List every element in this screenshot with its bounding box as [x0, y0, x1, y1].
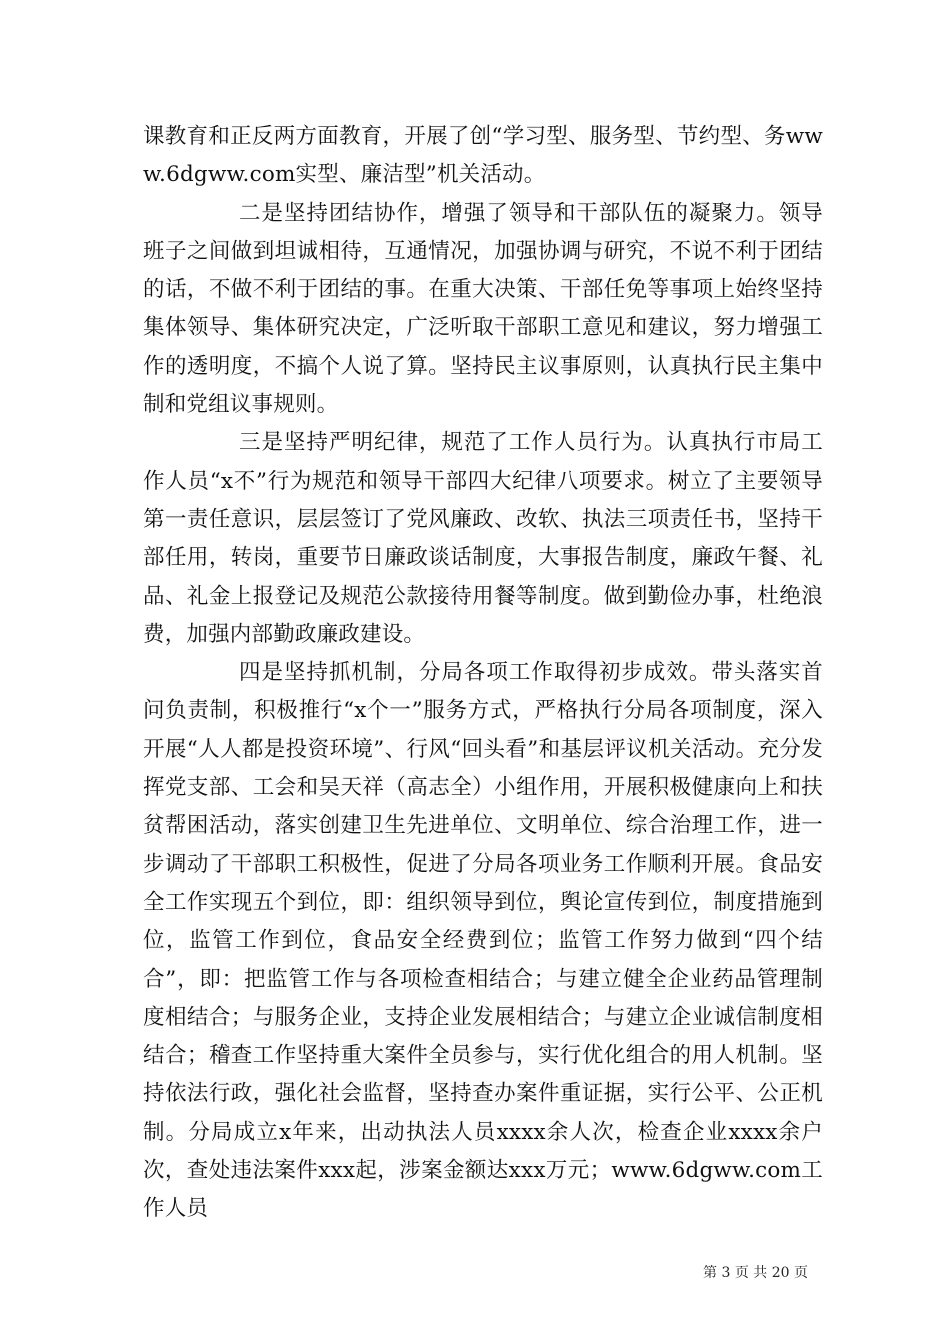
paragraph-point-4: 四是坚持抓机制，分局各项工作取得初步成效。带头落实首问负责制，积极推行“x个一”服务方式，严格执行分局各项制度，深入开展“人人都是投资环境”、行风“回头看”和基层评议机关活动。充分发挥党支部、工会和吴天祥（高志全）小组作用，开展积极健康向上和扶贫帮困活动，落实创建卫生先进单位、文明单位、综合治理工作，进一步调动了干部职工积极性，促进了分局各项业务工作顺利开展。食品安全工作实现五个到位，即：组织领导到位，舆论宣传到位，制度措施到位，监管工作到位，食品安全经费到位；监管工作努力做到“四个结合”，即：把监管工作与各项检查相结合；与建立健全企业药品管理制度相结合；与服务企业，支持企业发展相结合；与建立企业诚信制度相结合；稽查工作坚持重大案件全员参与，实行优化组合的用人机制。坚持依法行政，强化社会监督，坚持查办案件重证据，实行公平、公正机制。分局成立x年来，出动执法人员xxxx余人次，检查企业xxxx余户次，查处违法案件xxx起，涉案金额达xxx万元；www.6dgww.com工作人员 [143, 660, 823, 1222]
page-number-footer: 第 3 页 共 20 页 [703, 1265, 808, 1281]
paragraph-point-2: 二是坚持团结协作，增强了领导和干部队伍的凝聚力。领导班子之间做到坦诚相待，互通情况，加强协调与研究，不说不利于团结的话，不做不利于团结的事。在重大决策、干部任免等事项上始终坚持集体领导、集体研究决定，广泛听取干部职工意见和建议，努力增强工作的透明度，不搞个人说了算。坚持民主议事原则，认真执行民主集中制和党组议事规则。 [143, 200, 823, 418]
paragraph-point-3: 三是坚持严明纪律，规范了工作人员行为。认真执行市局工作人员“x不”行为规范和领导干部四大纪律八项要求。树立了主要领导第一责任意识，层层签订了党风廉政、改软、执法三项责任书，坚持干部任用，转岗，重要节日廉政谈话制度，大事报告制度，廉政午餐、礼品、礼金上报登记及规范公款接待用餐等制度。做到勤俭办事，杜绝浪费，加强内部勤政廉政建设。 [143, 430, 823, 647]
paragraph-continuation: 课教育和正反两方面教育，开展了创“学习型、服务型、节约型、务www.6dgww.com实型、廉洁型”机关活动。 [143, 124, 823, 188]
document-body [143, 118, 823, 1229]
